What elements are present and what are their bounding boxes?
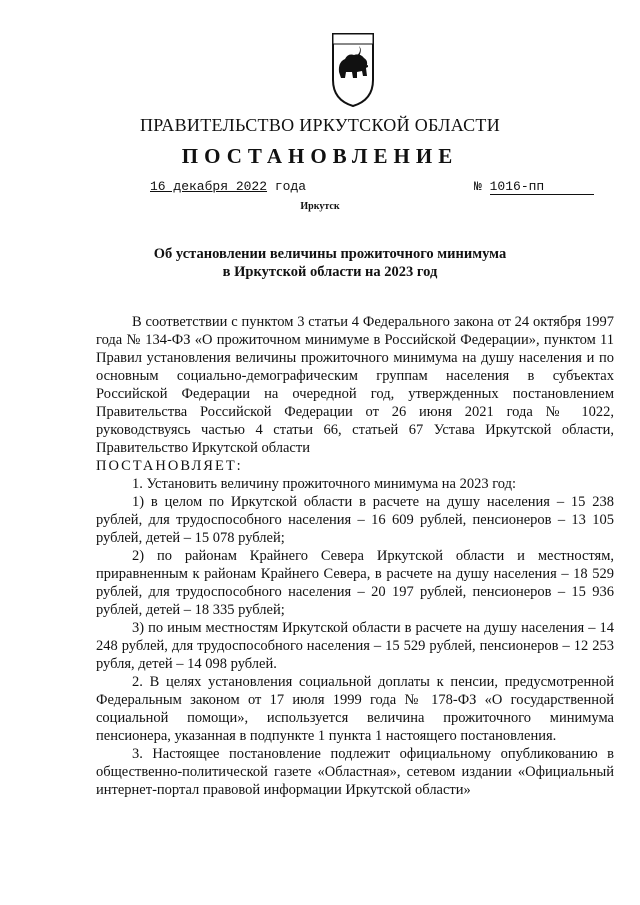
date-value: 16 декабря 2022 xyxy=(150,179,268,194)
date-suffix: года xyxy=(274,179,307,194)
item-3: 3. Настоящее постановление подлежит официальному опубликованию в общественно-политической газете «Областная», сетевом издании «Официальный интернет-портал правовой информации Иркутской области» xyxy=(96,746,614,798)
government-name: ПРАВИТЕЛЬСТВО ИРКУТСКОЙ ОБЛАСТИ xyxy=(139,115,501,135)
document-number xyxy=(474,179,594,195)
preamble-paragraph: В соответствии с пунктом 3 статьи 4 Федерального закона от 24 октября 1997 года № 134-ФЗ «О прожиточном минимуме в Российской Федерации», пунктом 11 Правил установления величины прожиточного минимума на душу населения и по основным социально-демографическим группам населения в субъектах Российской Федерации на очередной год, утвержденных постановлением Правительства Российской Федерации от 26 июня 2021 года № 1022, руководствуясь частью 4 статьи 66, статьей 67 Устава Иркутской области, Правительство Иркутской области xyxy=(96,314,614,456)
decree-word: ПОСТАНОВЛЯЕТ: xyxy=(96,458,243,474)
subject-line-1: Об установлении величины прожиточного минимума xyxy=(153,246,507,262)
document-date xyxy=(150,179,306,194)
city-name: Иркутск xyxy=(300,201,340,212)
document-body xyxy=(96,313,614,799)
item-1-2: 2) по районам Крайнего Севера Иркутской области и местностям, приравненным к районам Крайнего Севера, в расчете на душу населения – 18 529 рублей, для трудоспособного населения – 20 197 рублей, пенсионеров – 15 936 рублей, детей – 18 335 рублей; xyxy=(96,548,614,618)
item-2: 2. В целях установления социальной доплаты к пенсии, предусмотренной Федеральным законом от 17 июля 1999 года № 178-ФЗ «О государственной социальной помощи», используется величина прожиточного минимума пенсионера, указанная в подпункте 1 пункта 1 настоящего постановления. xyxy=(96,674,614,744)
number-prefix: № xyxy=(474,179,482,194)
document-type-title: ПОСТАНОВЛЕНИЕ xyxy=(181,144,459,168)
item-1: 1. Установить величину прожиточного минимума на 2023 год: xyxy=(132,476,517,492)
number-value: 1016-пп xyxy=(490,179,594,195)
item-1-1: 1) в целом по Иркутской области в расчете на душу населения – 15 238 рублей, для трудоспособного населения – 16 609 рублей, пенсионеров – 13 105 рублей, детей – 15 078 рублей; xyxy=(96,494,614,546)
document-subject xyxy=(120,245,540,281)
item-1-3: 3) по иным местностям Иркутской области в расчете на душу населения – 14 248 рублей, для трудоспособного населения – 15 529 рублей, пенсионеров – 12 253 рубля, детей – 14 098 рублей. xyxy=(96,620,614,672)
subject-line-2: в Иркутской области на 2023 год xyxy=(222,264,438,280)
coat-of-arms-emblem xyxy=(330,28,376,108)
